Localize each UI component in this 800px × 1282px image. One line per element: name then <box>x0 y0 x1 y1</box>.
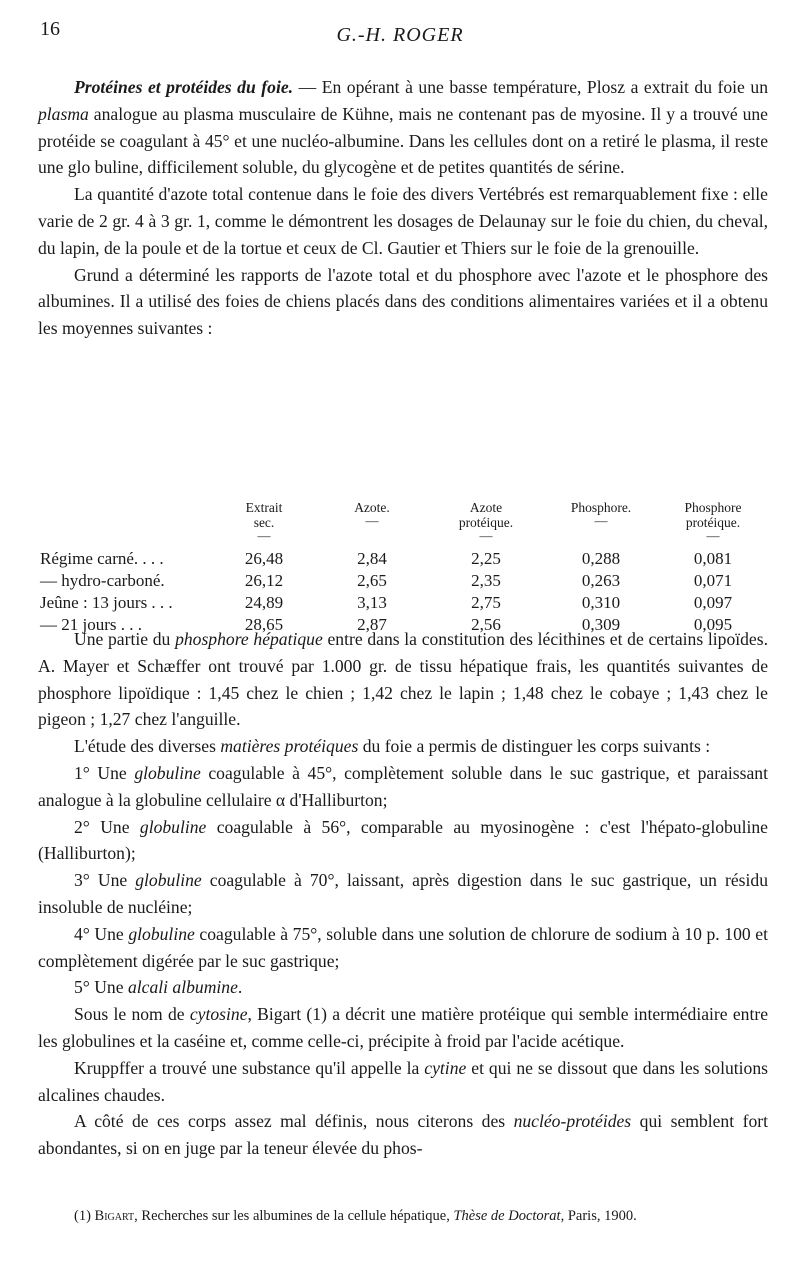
list-item: 4° Une globuline coagulable à 75°, soluble dans une solution de chlorure de sodium à 10 p. 100 et complètement digérée par le suc gastrique; <box>38 923 768 971</box>
table-row: — hydro-carboné. 26,12 2,65 2,35 0,263 0,071 <box>40 571 733 590</box>
column-header: Extrait sec. — <box>245 500 283 543</box>
results-table <box>40 500 770 636</box>
column-header: Phosphore. — <box>570 500 632 528</box>
page-number: 16 <box>40 18 60 40</box>
body-top <box>38 74 768 342</box>
paragraph-cytine: Kruppffer a trouvé une substance qu'il appelle la cytine et qui ne se dissout que dans les solutions alcalines chaudes. <box>38 1057 768 1105</box>
table-row: — 21 jours . . . 28,65 2,87 2,56 0,309 0,095 <box>40 615 733 634</box>
section-title: Protéines et protéides du foie. <box>74 77 294 97</box>
table-row: Régime carné. . . . 26,48 2,84 2,25 0,288 0,081 <box>40 549 733 568</box>
list-item: 3° Une globuline coagulable à 70°, laissant, après digestion dans le suc gastrique, un résidu insoluble de nucléine; <box>38 870 768 917</box>
paragraph-grund: Grund a déterminé les rapports de l'azote total et du phosphore avec l'azote et le phosphore des albumines. Il a utilisé des foies de chiens placés dans des conditions alimentaires variées et il a obtenu les moyennes suivantes : <box>38 264 768 339</box>
table-header-row <box>40 500 770 548</box>
footnote: (1) Bigart, Recherches sur les albumines de la cellule hépatique, Thèse de Doctorat, Paris, 1900. <box>74 1208 637 1224</box>
paragraph-matieres: L'étude des diverses matières protéiques du foie a permis de distinguer les corps suivants : <box>74 736 711 757</box>
running-header: G.-H. ROGER <box>336 24 464 46</box>
paragraph-nucleo: A côté de ces corps assez mal définis, nous citerons des nucléo-protéides qui semblent fort abondantes, si on en juge par la teneur élevée du phos- <box>38 1111 768 1159</box>
paragraph-cytosine: Sous le nom de cytosine, Bigart (1) a décrit une matière protéique qui semble intermédiaire entre les globulines et la caséine et, comme celle-ci, précipite à froid par l'acide acétique. <box>38 1004 768 1051</box>
list-item: 2° Une globuline coagulable à 56°, comparable au myosinogène : c'est l'hépato-globuline (Halliburton); <box>38 816 768 864</box>
body-bottom <box>38 626 768 1162</box>
paragraph-phosphore: Une partie du phosphore hépatique entre dans la constitution des lécithines et de certains lipoïdes. A. Mayer et Schæffer ont trouvé par 1.000 gr. de tissu hépatique frais, les quantités suivantes de phosphore lipoïdique : 1,45 chez le chien ; 1,42 chez le lapin ; 1,48 chez le cobaye ; 1,43 chez le pigeon ; 1,27 chez l'anguille. <box>38 629 768 730</box>
list-item: 5° Une alcali albumine. <box>74 977 243 998</box>
list-item: 1° Une globuline coagulable à 45°, complètement soluble dans le suc gastrique, et paraissant analogue à la globuline cellulaire α d'Halliburton; <box>38 762 768 810</box>
column-header: Azote protéique. — <box>458 500 514 543</box>
column-header: Azote. — <box>354 500 390 528</box>
column-header: Phosphore protéique. — <box>684 500 742 543</box>
paragraph-azote: La quantité d'azote total contenue dans le foie des divers Vertébrés est remarquablement fixe : elle varie de 2 gr. 4 à 3 gr. 1, comme le démontrent les dosages de Delaunay sur le foie du chien, du cheval, du lapin, de la poule et de la tortue et ceux de Cl. Gautier et Thiers sur le foie de la grenouille. <box>38 184 768 258</box>
paragraph-proteines: Protéines et protéides du foie. — En opérant à une basse température, Plosz a extrait du foie un plasma analogue au plasma musculaire de Kühne, mais ne contenant pas de myosine. Il y a trouvé une protéide se coagulant à 45° et une nucléo-albumine. Dans les cellules dont on a retiré le plasma, il reste une glo buline, difficilement soluble, du glycogène et de petites quantités de sérine. <box>38 77 768 178</box>
table-row: Jeûne : 13 jours . . . 24,89 3,13 2,75 0,310 0,097 <box>40 593 733 612</box>
